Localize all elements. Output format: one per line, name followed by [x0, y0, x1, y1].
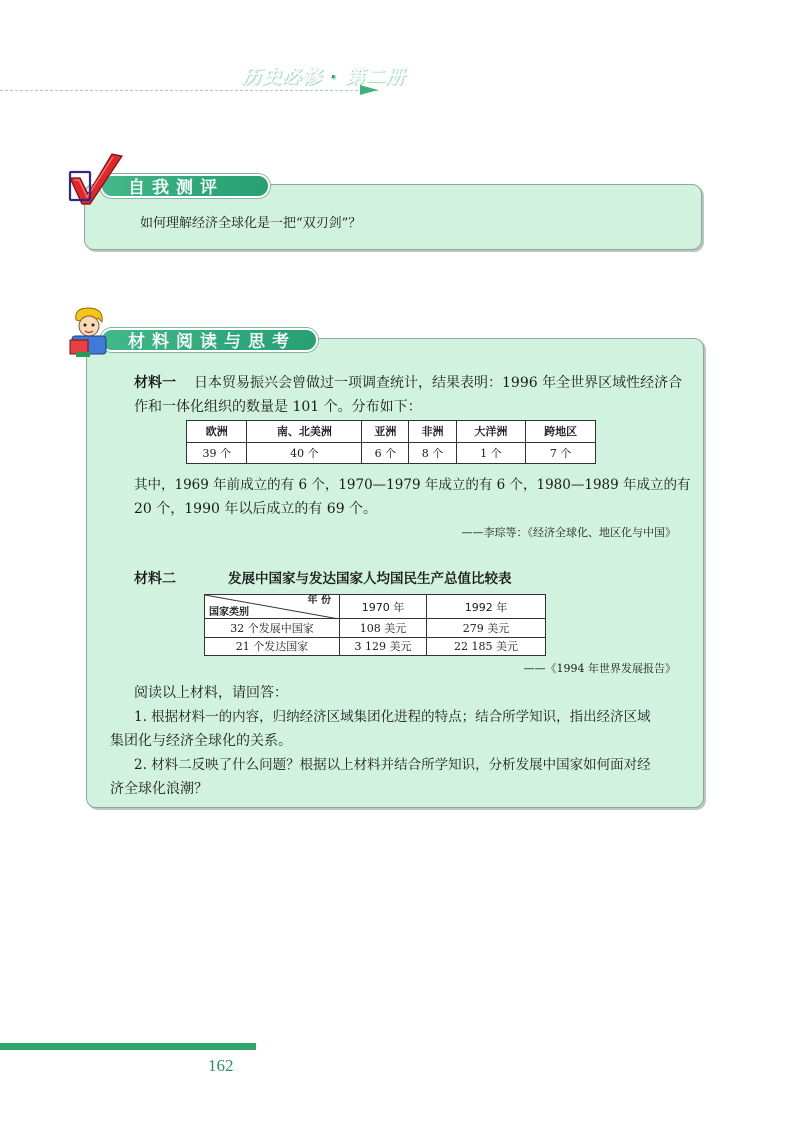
questions-prompt: 阅读以上材料，请回答：: [134, 685, 288, 701]
self-test-question: 如何理解经济全球化是一把“双刃剑”？: [140, 216, 362, 231]
question2-line2: 济全球化浪潮？: [110, 781, 208, 797]
header-arrow-icon: [360, 85, 378, 95]
table-header-row: [187, 421, 596, 443]
material2-source: ——《1994 年世界发展报告》: [523, 662, 676, 675]
self-test-banner: 自我测评: [100, 174, 270, 198]
book-title: 历史必修 · 第二册: [242, 66, 406, 88]
corner-year-label: 年 份: [307, 595, 331, 606]
material1-source: ——李琮等：《经济全球化、地区化与中国》: [461, 526, 676, 539]
value-cell: 108 美元: [340, 619, 427, 638]
table-row: [205, 637, 546, 656]
region-distribution-table: [186, 420, 596, 464]
table-header-cell: 跨地区: [526, 421, 596, 443]
material2-label: 材料二: [134, 571, 176, 587]
table-header-cell: 欧洲: [187, 421, 247, 443]
corner-header-cell: [205, 595, 340, 619]
table-header-cell: 大洋洲: [456, 421, 526, 443]
table-cell: 1 个: [456, 442, 526, 464]
material1-para-line2: 20 个，1990 年以后成立的有 69 个。: [134, 501, 378, 517]
gnp-comparison-table: [204, 594, 546, 656]
page-number: 162: [208, 1056, 234, 1075]
table-header-cell: 南、北美洲: [247, 421, 362, 443]
table-header-cell: 亚洲: [362, 421, 409, 443]
year-header-cell: 1970 年: [340, 595, 427, 619]
category-cell: 32 个发展中国家: [205, 619, 340, 638]
table-cell: 8 个: [409, 442, 456, 464]
question2-line1: 2. 材料二反映了什么问题？根据以上材料并结合所学知识，分析发展中国家如何面对经: [134, 757, 651, 773]
header-dashed-line: [0, 90, 378, 91]
year-header-cell: 1992 年: [427, 595, 546, 619]
table-header-row: [205, 595, 546, 619]
table-header-cell: 非洲: [409, 421, 456, 443]
material1-label: 材料一: [134, 375, 176, 391]
table-cell: 39 个: [187, 442, 247, 464]
table-row: [187, 442, 596, 464]
table-cell: 7 个: [526, 442, 596, 464]
material2-title: 发展中国家与发达国家人均国民生产总值比较表: [228, 571, 512, 587]
corner-type-label: 国家类别: [209, 607, 249, 618]
question1-line1: 1. 根据材料一的内容，归纳经济区域集团化进程的特点；结合所学知识，指出经济区域: [134, 709, 651, 725]
category-cell: 21 个发达国家: [205, 637, 340, 656]
reading-banner: 材料阅读与思考: [100, 328, 318, 352]
value-cell: 3 129 美元: [340, 637, 427, 656]
student-reading-icon: [66, 306, 116, 358]
question1-line2: 集团化与经济全球化的关系。: [110, 733, 292, 749]
value-cell: 279 美元: [427, 619, 546, 638]
material1-line2: 作和一体化组织的数量是 101 个。分布如下：: [134, 399, 422, 415]
material1-para-line1: 其中，1969 年前成立的有 6 个，1970—1979 年成立的有 6 个，1980—1989 年成立的有: [134, 477, 691, 493]
table-cell: 40 个: [247, 442, 362, 464]
table-row: [205, 619, 546, 638]
material1-line1: 日本贸易振兴会曾做过一项调查统计，结果表明：1996 年全世界区域性经济合: [194, 375, 683, 391]
red-checkmark-icon: [66, 150, 126, 206]
footer-bar: [0, 1043, 256, 1050]
value-cell: 22 185 美元: [427, 637, 546, 656]
table-cell: 6 个: [362, 442, 409, 464]
